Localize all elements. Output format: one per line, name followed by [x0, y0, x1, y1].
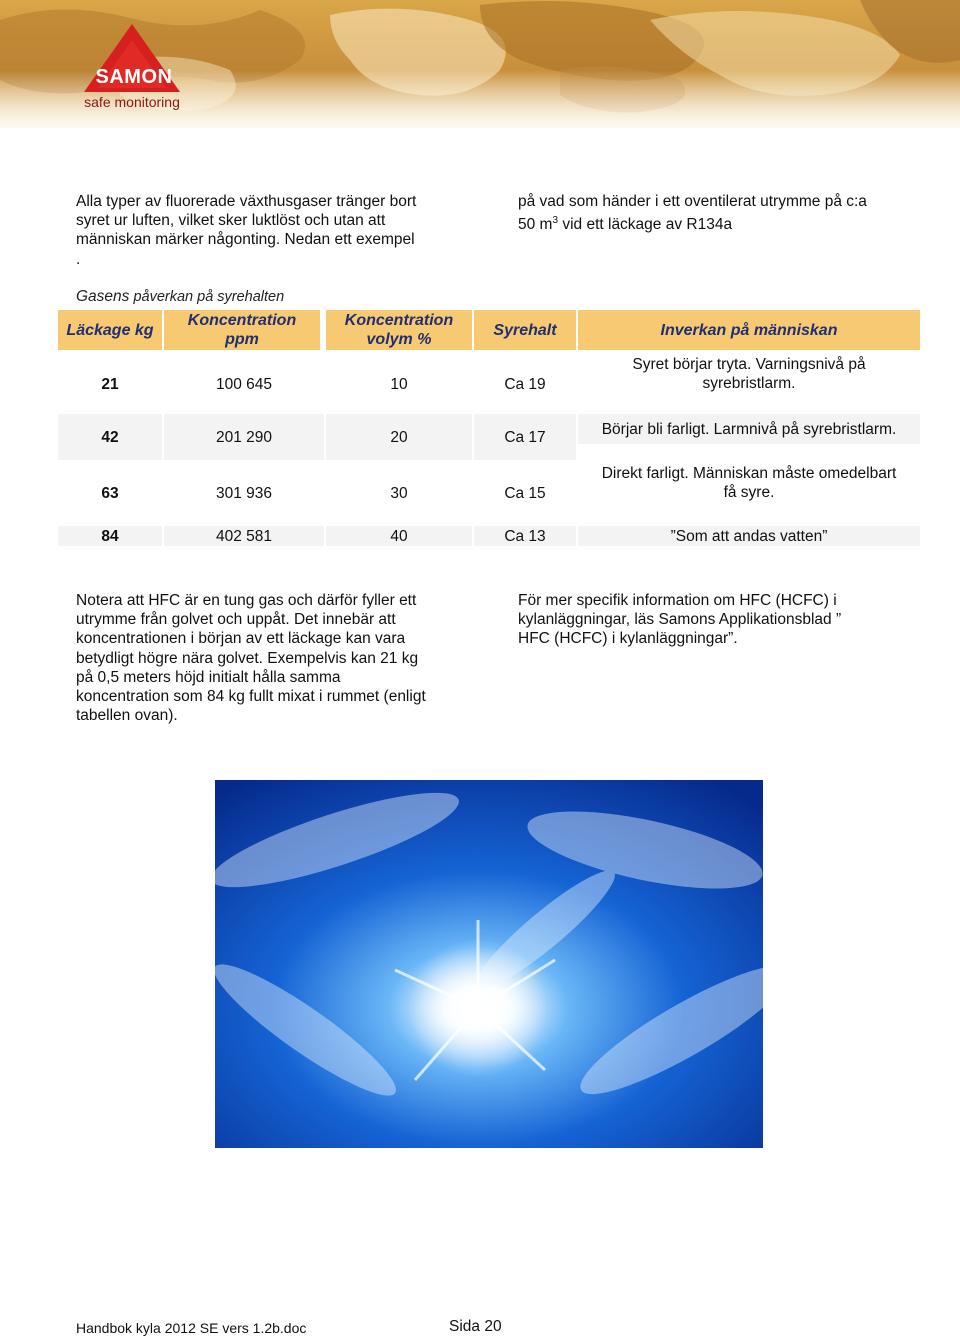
sun-sky-image — [215, 780, 763, 1148]
intro-right-line — [518, 211, 918, 234]
sky-photo — [215, 780, 763, 1148]
row-2-volume: 20 — [326, 414, 472, 460]
row-1-oxygen: Ca 19 — [504, 375, 546, 393]
intro-left-line: Alla typer av fluorerade växthusgaser tränger bort — [76, 193, 417, 210]
row-4-volume: 40 — [326, 526, 472, 546]
notes-left-line: utrymme från golvet och uppåt. Det innebär att — [76, 611, 396, 629]
row-4-oxygen: Ca 13 — [474, 526, 576, 546]
notes-left-line: koncentrationen i början av ett läckage kan vara — [76, 630, 406, 648]
row-1-volume: 10 — [390, 375, 408, 393]
notes-left-line: tabellen ovan). — [76, 707, 178, 725]
logo-name: SAMON — [95, 66, 173, 88]
intro-left-line: . — [76, 250, 81, 268]
notes-left-paragraph — [76, 591, 476, 725]
row-3-oxygen: Ca 15 — [504, 484, 546, 502]
notes-right-line: För mer specifik information om HFC (HCFC) i — [518, 592, 837, 609]
row-1-effect-line: syrebristlarm. — [702, 375, 796, 392]
row-2-ppm: 201 290 — [164, 414, 324, 460]
header-leak: Läckage kg — [58, 310, 162, 350]
row-1-effect-line: Syret börjar tryta. Varningsnivå på — [632, 356, 866, 373]
row-3-leak: 63 — [101, 484, 119, 502]
row-4-effect: ”Som att andas vatten” — [578, 526, 920, 546]
table-caption — [76, 288, 284, 306]
notes-left-line: koncentration som 84 kg fullt mixat i rummet (enligt — [76, 688, 426, 706]
header-banner — [0, 0, 960, 128]
row-4-ppm: 402 581 — [164, 526, 324, 546]
footer-doc-name: Handbok kyla 2012 SE vers 1.2b.doc — [76, 1320, 307, 1336]
header-volume-unit: volym % — [366, 331, 432, 348]
header-ppm-unit: ppm — [225, 331, 259, 348]
row-1-ppm: 100 645 — [215, 375, 273, 393]
row-2-oxygen: Ca 17 — [474, 414, 576, 460]
notes-right-paragraph — [518, 591, 918, 649]
caption-lead: Gasens — [76, 288, 130, 305]
row-2-effect: Börjar bli farligt. Larmnivå på syrebristlarm. — [578, 414, 920, 444]
row-4-leak: 84 — [58, 526, 162, 546]
samon-logo — [80, 22, 184, 114]
notes-right-line: HFC (HCFC) i kylanläggningar”. — [518, 630, 738, 648]
notes-left-line: betydligt högre nära golvet. Exempelvis kan 21 kg — [76, 649, 419, 667]
header-effect: Inverkan på människan — [578, 310, 920, 350]
notes-right-line: kylanläggningar, läs Samons Applikationsblad ” — [518, 611, 842, 629]
footer-page-number: Sida 20 — [449, 1318, 502, 1335]
caption-rest: påverkan på syrehalten — [129, 289, 285, 305]
row-3-effect-line: få syre. — [723, 484, 775, 501]
notes-left-line: Notera att HFC är en tung gas och därför fyller ett — [76, 592, 417, 609]
row-3-effect — [578, 462, 920, 504]
header-volume-line: Koncentration — [344, 312, 454, 329]
row-1-leak: 21 — [101, 375, 119, 393]
intro-left-line: syret ur luften, vilket sker luktlöst och utan att — [76, 212, 386, 230]
row-3-volume: 30 — [390, 484, 408, 502]
header-ppm-line: Koncentration — [187, 312, 297, 329]
volume-exponent: 3 — [552, 215, 559, 227]
intro-right-line: på vad som händer i ett oventilerat utrymme på c:a — [518, 193, 867, 210]
row-2-leak: 42 — [58, 414, 162, 460]
notes-left-line: på 0,5 meters höjd initialt hålla samma — [76, 668, 341, 686]
intro-left-paragraph — [76, 192, 466, 269]
intro-right-paragraph — [518, 192, 918, 235]
header-ppm — [164, 310, 320, 350]
header-oxygen: Syrehalt — [474, 310, 576, 350]
header-volume — [326, 310, 472, 350]
row-1-effect — [578, 354, 920, 394]
row-3-effect-line: Direkt farligt. Människan måste omedelbart — [601, 465, 897, 482]
intro-left-line: människan märker någonting. Nedan ett exempel — [76, 231, 415, 249]
leak-description: vid ett läckage av R134a — [558, 216, 733, 234]
logo-tagline: safe monitoring — [84, 94, 180, 110]
volume-value: 50 m — [518, 216, 553, 234]
row-3-ppm: 301 936 — [215, 484, 273, 502]
